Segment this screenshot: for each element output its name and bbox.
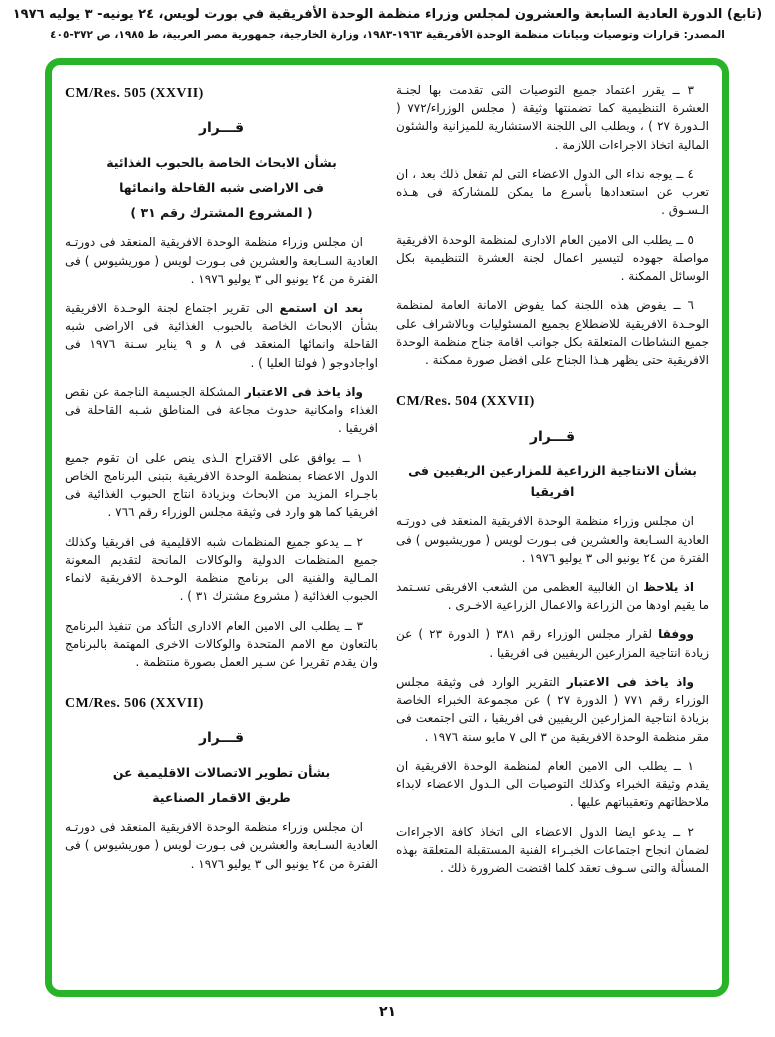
preamble-paragraph: ان مجلس وزراء منظمة الوحدة الافريقية المنعقد فى دورتـه العادية السـابعة والعشرين فى بـورت لويس ( موريشيوس ) فى الفترة من ٢٤ يونيو الى ٣ يوليو ١٩٧٦ . <box>65 235 378 286</box>
operative-item-2: ٢ ــ يدعو ايضا الدول الاعضاء الى اتخاذ كافة الاجراءات لضمان انجاح اجتماعات الخبـراء الفنية المستقبلة المتعلقة بهذه المسألة والتى سـوف تعقد كلما اقتضت الضرورة ذلك . <box>396 824 709 876</box>
operative-item-5-continuation: ٥ ــ يطلب الى الامين العام الادارى لمنظمة الوحدة الافريقية مواصلة جهوده لتيسير اعمال لجنة العشرة التنظيمية بكل الوسائل الممكنة . <box>396 232 709 284</box>
resolution-number-506: CM/Res. 506 (XXVII) <box>65 696 204 712</box>
subject-line: بشأن الابحاث الخاصة بالحبوب الغذائية <box>106 154 337 170</box>
operative-item-1: ١ ــ يوافق على الاقتراح الـذى ينص على ان تقوم جميع الدول الاعضاء بمنظمة الوحدة الافريقية بتبنى البرنامج الخاص باجـراء المزيد من الابحاث وبزيادة انتاج الحبوب الغذائية فى افريقيا كما هو وارد فى وثيقة مجلس الوزراء رقم ٧٦٦ . <box>65 450 378 520</box>
operative-item-3: ٣ ــ يطلب الى الامين العام الادارى التأكد من تنفيذ البرنامج بالتعاون مع الامم المتحدة والوكالات الاخرى المهتمة بالبرنامج وان يقدم تقريرا عن سـير العمل بصورة منتظمة . <box>65 618 378 669</box>
document-header <box>0 7 775 41</box>
decision-heading-506: قـــرار <box>198 730 245 747</box>
resolution-subject-505 <box>65 152 378 224</box>
subject-line: فى الاراضى شبه القاحلة وانمائها <box>119 179 324 195</box>
clause-noting-paragraph <box>396 578 709 614</box>
two-column-layout <box>65 81 709 982</box>
clause-considering-paragraph <box>396 673 709 746</box>
clause-text: ان الغالبية العظمى من الشعب الافريقى تسـتمد ما يقيم اودها من الزراعة والاعمال الزراعية الاخـرى . <box>396 580 709 613</box>
resolution-number-504: CM/Res. 504 (XXVII) <box>396 394 535 410</box>
clause-considering-paragraph <box>65 383 378 438</box>
clause-text: التقرير الوارد فى وثيقة مجلس الوزراء رقم ٧٧١ ( الدورة ٢٧ ) عن مجموعة الخبراء الخاصة بزيادة انتاجية المزارعين الريفيين فى افريقيا ، التى اجتمعت فى مقر منظمة الوحدة الافريقية من ٣ الى ٧ مايو سنة ١٩٧٦ . <box>396 674 710 744</box>
operative-item-3-continuation: ٣ ــ يقرر اعتماد جميع التوصيات التى تقدمت بها لجنـة العشرة التنظيمية كما تضمنتها وثيقة ( مجلس الوزراء/٧٧٢ ( الـدورة ٢٧ ) ، ويطلب الى اللجنة الاستشارية للميزانية والشئون المالية اتخاذ الاجراءات اللازمة . <box>396 83 709 152</box>
operative-item-4-continuation: ٤ ــ يوجه نداء الى الدول الاعضاء التى لم تفعل ذلك بعد ، ان تعرب عن استعدادها بأسرع ما يمكن للمشاركة فى هـذه الـسـوق . <box>396 166 709 218</box>
clause-text: لقرار مجلس الوزراء رقم ٣٨١ ( الدورة ٢٣ ) عن زيادة انتاجية المزارعين الريفيين فى افريقيا . <box>396 627 709 660</box>
header-source-citation: المصدر: قرارات وتوصيات وبيانات منظمة الوحدة الأفريقية ١٩٦٣-١٩٨٣، وزارة الخارجية، جمهورية مصر العربية، ط ١٩٨٥، ص ٣٧٢-٤٠٥ <box>50 29 725 41</box>
resolution-subject-504 <box>396 460 709 503</box>
preamble-paragraph: ان مجلس وزراء منظمة الوحدة الافريقية المنعقد فى دورتـه العادية السـابعة والعشرين فى بـورت لويس ( موريشيوس ) فى الفترة من ٢٤ يونيو الى ٣ يوليو ١٩٧٦ . <box>65 820 378 871</box>
subject-line: بشأن تطوير الاتصالات الاقليمية عن <box>112 764 331 780</box>
resolution-subject-506 <box>65 762 378 809</box>
subject-line: ( المشروع المشترك رقم ٣١ ) <box>130 205 313 221</box>
column-right <box>396 81 709 982</box>
clause-heard-paragraph <box>65 299 378 372</box>
operative-item-6-continuation: ٦ ــ يفوض هذه اللجنة كما يفوض الامانة العامة لمنظمة الوحـدة الافريقية للاضطلاع بجميع المسئوليات وبالاشراف على جميع النشاطات المتعلقة بكل جوانب اقامة جناح منظمة الوحدة الافريقية حتى يظهر هـذا الجناح على افضل صورة ممكنة . <box>396 298 709 368</box>
clause-text: الى تقرير اجتماع لجنة الوحـدة الافريقية بشأن الابحاث الخاصة بالحبوب الغذائية فى الاراضى شبه القاحلة وانمائها المنعقد فى ٨ و ٩ يناير سـنة ١٩٧٦ فى اواجادوجو ( فولتا العليا ) . <box>65 300 378 370</box>
clause-lead: اذ يلاحظ <box>643 580 694 595</box>
clause-lead: واذ ياخذ فى الاعتبار <box>244 384 363 399</box>
clause-according-paragraph <box>396 625 709 661</box>
subject-line: طريق الاقمار الصناعية <box>152 789 291 805</box>
header-session-title: (تابع) الدورة العادية السابعة والعشرون لمجلس وزراء منظمة الوحدة الأفريقية في بورت لويس، ٢٤ يونيه- ٣ يوليه ١٩٧٦ <box>12 7 763 22</box>
clause-lead: بعد ان استمع <box>279 300 363 315</box>
operative-item-1: ١ ــ يطلب الى الامين العام لمنظمة الوحدة الافريقية ان يقدم وثيقة الخبراء وكذلك التوصيات الى الـدول الاعضاء لابداء ملاحظاتهم وتعقيباتهم عليها . <box>396 758 709 810</box>
operative-item-2: ٢ ــ يدعو جميع المنظمات شبه الاقليمية فى افريقيا وكذلك جميع المنظمات الدولية والوكالات المانحة لتقديم المعونة المـالية والفنية الى برنامج منظمة الوحـدة الافريقية لانماء الحبوب الغذائية ( مشروع مشترك ٣١ ) . <box>65 534 378 604</box>
resolution-number-505: CM/Res. 505 (XXVII) <box>65 86 204 101</box>
green-frame <box>45 58 729 997</box>
page-number: ٢١ <box>378 1004 397 1020</box>
clause-lead: واذ ياخذ فى الاعتبار <box>566 674 694 689</box>
decision-heading-504: قـــرار <box>529 428 576 445</box>
preamble-paragraph: ان مجلس وزراء منظمة الوحدة الافريقية المنعقد فى دورتـه العادية السـابعة والعشرين فى بـورت لويس ( موريشيوس ) فى الفترة من ٢٤ يونيو الى ٣ يوليو ١٩٧٦ . <box>396 514 709 565</box>
clause-lead: ووفقا <box>658 627 694 642</box>
subject-line: بشأن الانتاجية الزراعية للمزارعين الريفيين فى افريقيا <box>408 462 697 500</box>
clause-text: المشكلة الجسيمة الناجمة عن نقص الغذاء وامكانية حدوث مجاعة فى المناطق شـبه القاحلة فى افريقيا . <box>65 384 378 436</box>
decision-heading-505: قـــرار <box>198 120 245 137</box>
column-left <box>65 81 378 982</box>
